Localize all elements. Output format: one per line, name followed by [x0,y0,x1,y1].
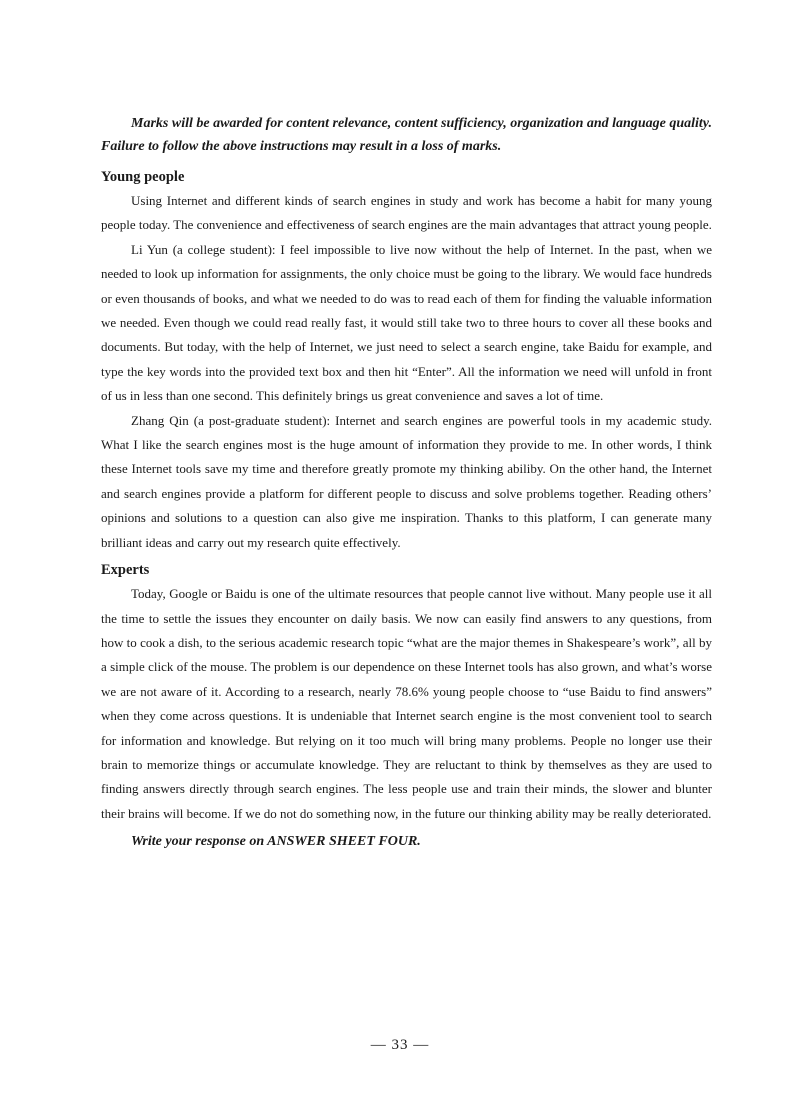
section-heading: Young people [101,169,185,185]
section-heading: Experts [101,562,150,579]
paragraph: Today, Google or Baidu is one of the ultimate resources that people cannot live without. Many people use it all the time to settle the issues they encounter on daily basis. We now can easily find answers to any questions, from how to cook a dish, to the serious academic research topic “what are the major themes in Shakespeare’s work”, all by a simple click of the mouse. The problem is our dependence on these Internet tools has also grown, and what’s worse we are not aware of it. According to a research, nearly 78.6% young people choose to “use Baidu to find answers” when they come across questions. It is undeniable that Internet search engine is the most convenient tool to search for information and knowledge. But relying on it too much will bring many problems. People no longer use their brain to memorize things or accumulate knowledge. They are reluctant to think by themselves as they are used to finding answers directly through search engines. The less people use and train their minds, the slower and blunter their brains will become. If we do not do something now, in the future our thinking ability may be really deteriorated. [101,586,712,821]
paragraph-li-yun: Li Yun (a college student): I feel impossible to live now without the help of Internet. In the past, when we needed to look up information for assignments, the only choice must be going to the library. We would face hundreds or even thousands of books, and what we needed to do was to read each of them for finding the valuable information we needed. Even though we could read really fast, it would still take two to three hours to cover all these books and documents. But today, with the help of Internet, we just need to select a search engine, take Baidu for example, and type the key words into the provided text box and then hit “Enter”. All the information we need will unfold in front of us in less than one second. This definitely brings us great convenience and saves a lot of time. [101,241,712,404]
section-young-people [101,166,712,555]
marking-instruction: Marks will be awarded for content relevance, content sufficiency, organization and language quality. Failure to follow the above instructions may result in a loss of marks. [101,116,712,154]
section-experts [101,559,712,826]
paragraph-zhang-qin: Zhang Qin (a post-graduate student): Internet and search engines are powerful tools in my academic study. What I like the search engines most is the huge amount of information they provide to me. In other words, I think these Internet tools save my time and therefore greatly promote my thinking abiliby. On the other hand, the Internet and search engines provide a platform for different people to discuss and solve problems together. Reading others’ opinions and solutions to a question can also give me inspiration. Thanks to this platform, I can generate many brilliant ideas and carry out my research quite effectively. [101,412,712,550]
page-number: — 33 — [370,1037,430,1053]
paragraph: Using Internet and different kinds of search engines in study and work has become a habit for many young people today. The convenience and effectiveness of search engines are the main advantages that attract young people. [101,193,712,233]
exam-page [101,112,712,854]
answer-sheet-note: Write your response on ANSWER SHEET FOUR. [131,834,421,850]
